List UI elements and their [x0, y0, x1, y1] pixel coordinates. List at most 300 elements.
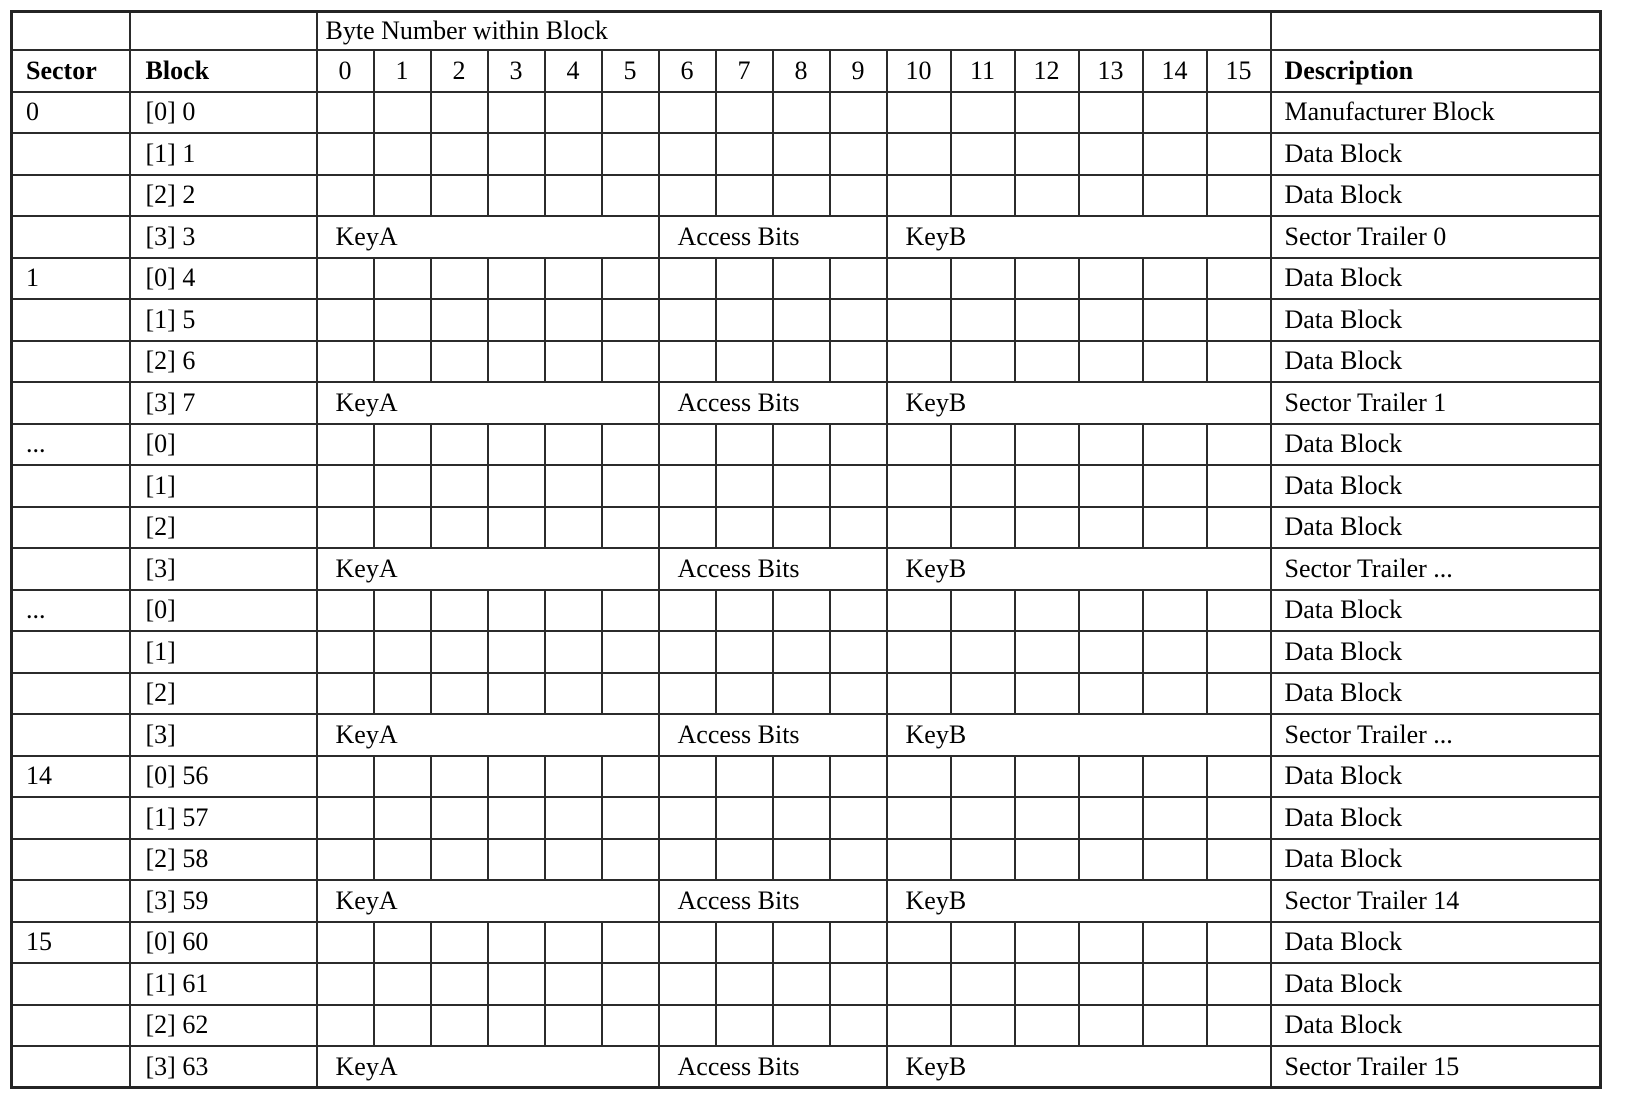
keyb-cell: KeyB — [887, 714, 1271, 756]
sector-cell — [12, 673, 130, 715]
block-cell: [3] — [130, 714, 317, 756]
description-cell: Sector Trailer 15 — [1271, 1046, 1601, 1088]
byte-cell — [1207, 258, 1271, 300]
byte-cell — [431, 673, 488, 715]
byte-cell — [659, 797, 716, 839]
byte-cell — [431, 465, 488, 507]
col-header-description: Description — [1271, 50, 1601, 92]
byte-cell — [545, 92, 602, 134]
col-header-byte-0: 0 — [317, 50, 374, 92]
byte-cell — [431, 631, 488, 673]
byte-cell — [488, 963, 545, 1005]
byte-cell — [830, 590, 887, 632]
byte-cell — [951, 175, 1015, 217]
byte-cell — [1079, 673, 1143, 715]
byte-cell — [830, 839, 887, 881]
sector-cell: 15 — [12, 922, 130, 964]
byte-cell — [374, 341, 431, 383]
byte-cell — [773, 258, 830, 300]
table-row — [12, 175, 1601, 217]
col-header-byte-6: 6 — [659, 50, 716, 92]
byte-cell — [887, 631, 951, 673]
byte-cell — [830, 1005, 887, 1047]
byte-cell — [773, 175, 830, 217]
byte-cell — [659, 1005, 716, 1047]
byte-cell — [887, 507, 951, 549]
byte-cell — [602, 631, 659, 673]
byte-cell — [602, 839, 659, 881]
byte-cell — [374, 424, 431, 466]
sector-cell — [12, 1046, 130, 1088]
byte-cell — [602, 92, 659, 134]
sector-cell — [12, 382, 130, 424]
description-cell: Data Block — [1271, 590, 1601, 632]
description-cell: Data Block — [1271, 133, 1601, 175]
block-cell: [1] — [130, 465, 317, 507]
byte-cell — [1207, 299, 1271, 341]
block-cell: [2] 6 — [130, 341, 317, 383]
byte-cell — [488, 922, 545, 964]
byte-cell — [488, 673, 545, 715]
byte-cell — [659, 963, 716, 1005]
byte-cell — [602, 258, 659, 300]
byte-cell — [716, 839, 773, 881]
byte-cell — [1143, 756, 1207, 798]
keyb-cell: KeyB — [887, 1046, 1271, 1088]
byte-cell — [1143, 341, 1207, 383]
access-bits-cell: Access Bits — [659, 382, 887, 424]
byte-cell — [773, 922, 830, 964]
sector-cell — [12, 299, 130, 341]
byte-cell — [431, 341, 488, 383]
byte-cell — [1015, 465, 1079, 507]
byte-cell — [716, 963, 773, 1005]
table-row — [12, 341, 1601, 383]
byte-cell — [830, 175, 887, 217]
block-cell: [0] 60 — [130, 922, 317, 964]
byte-cell — [1015, 92, 1079, 134]
sector-cell: 0 — [12, 92, 130, 134]
byte-cell — [951, 507, 1015, 549]
byte-cell — [951, 465, 1015, 507]
table-row — [12, 631, 1601, 673]
byte-cell — [951, 756, 1015, 798]
byte-cell — [659, 465, 716, 507]
byte-cell — [1015, 258, 1079, 300]
col-header-byte-11: 11 — [951, 50, 1015, 92]
byte-cell — [602, 590, 659, 632]
sector-cell: ... — [12, 424, 130, 466]
sector-cell — [12, 133, 130, 175]
byte-cell — [374, 673, 431, 715]
description-cell: Data Block — [1271, 258, 1601, 300]
byte-cell — [1079, 299, 1143, 341]
byte-cell — [431, 133, 488, 175]
sector-cell — [12, 797, 130, 839]
byte-cell — [1143, 590, 1207, 632]
byte-cell — [1015, 797, 1079, 839]
description-cell: Manufacturer Block — [1271, 92, 1601, 134]
table-row — [12, 756, 1601, 798]
sector-cell — [12, 631, 130, 673]
byte-cell — [659, 922, 716, 964]
byte-cell — [1207, 92, 1271, 134]
byte-cell — [716, 175, 773, 217]
table-row — [12, 673, 1601, 715]
byte-cell — [1015, 507, 1079, 549]
col-header-byte-8: 8 — [773, 50, 830, 92]
byte-cell — [374, 258, 431, 300]
byte-cell — [1143, 963, 1207, 1005]
byte-cell — [773, 133, 830, 175]
byte-cell — [1207, 133, 1271, 175]
byte-cell — [374, 133, 431, 175]
byte-cell — [545, 465, 602, 507]
description-cell: Sector Trailer 1 — [1271, 382, 1601, 424]
byte-cell — [887, 258, 951, 300]
column-header-row — [12, 50, 1601, 92]
sector-cell — [12, 880, 130, 922]
col-header-byte-1: 1 — [374, 50, 431, 92]
byte-cell — [773, 839, 830, 881]
byte-cell — [716, 673, 773, 715]
byte-cell — [317, 756, 374, 798]
byte-cell — [887, 839, 951, 881]
byte-cell — [1079, 258, 1143, 300]
byte-cell — [716, 922, 773, 964]
byte-cell — [887, 133, 951, 175]
byte-cell — [716, 507, 773, 549]
table-row — [12, 133, 1601, 175]
byte-cell — [1015, 631, 1079, 673]
byte-cell — [545, 424, 602, 466]
table-row — [12, 507, 1601, 549]
byte-cell — [374, 299, 431, 341]
byte-cell — [602, 963, 659, 1005]
byte-cell — [488, 92, 545, 134]
byte-cell — [1015, 590, 1079, 632]
col-header-sector: Sector — [12, 50, 130, 92]
byte-cell — [1079, 839, 1143, 881]
byte-cell — [1079, 341, 1143, 383]
byte-cell — [317, 839, 374, 881]
byte-cell — [374, 1005, 431, 1047]
byte-cell — [716, 590, 773, 632]
byte-cell — [951, 1005, 1015, 1047]
table-row — [12, 963, 1601, 1005]
byte-cell — [545, 258, 602, 300]
byte-cell — [545, 922, 602, 964]
byte-cell — [374, 465, 431, 507]
byte-cell — [488, 756, 545, 798]
byte-cell — [887, 1005, 951, 1047]
byte-cell — [317, 673, 374, 715]
col-header-byte-4: 4 — [545, 50, 602, 92]
byte-cell — [830, 92, 887, 134]
description-cell: Data Block — [1271, 922, 1601, 964]
byte-cell — [374, 631, 431, 673]
byte-cell — [716, 797, 773, 839]
byte-cell — [1079, 756, 1143, 798]
description-cell: Data Block — [1271, 797, 1601, 839]
byte-group-header-row — [12, 12, 1601, 50]
byte-cell — [830, 507, 887, 549]
byte-cell — [488, 797, 545, 839]
byte-cell — [659, 756, 716, 798]
table-row — [12, 922, 1601, 964]
byte-cell — [830, 258, 887, 300]
byte-cell — [1207, 963, 1271, 1005]
byte-cell — [1143, 922, 1207, 964]
sector-cell — [12, 1005, 130, 1047]
byte-cell — [317, 590, 374, 632]
sector-cell — [12, 341, 130, 383]
byte-cell — [317, 341, 374, 383]
byte-cell — [602, 922, 659, 964]
byte-cell — [830, 341, 887, 383]
byte-cell — [1143, 465, 1207, 507]
byte-cell — [716, 258, 773, 300]
memory-layout-table — [10, 10, 1602, 1089]
description-cell: Data Block — [1271, 175, 1601, 217]
byte-cell — [773, 424, 830, 466]
byte-cell — [1207, 797, 1271, 839]
byte-cell — [374, 507, 431, 549]
byte-cell — [773, 1005, 830, 1047]
byte-cell — [773, 341, 830, 383]
sector-cell — [12, 548, 130, 590]
byte-cell — [773, 797, 830, 839]
byte-cell — [773, 299, 830, 341]
byte-cell — [716, 465, 773, 507]
byte-cell — [431, 839, 488, 881]
byte-cell — [317, 922, 374, 964]
description-cell: Data Block — [1271, 299, 1601, 341]
byte-cell — [951, 839, 1015, 881]
byte-cell — [545, 631, 602, 673]
byte-cell — [951, 590, 1015, 632]
byte-cell — [951, 133, 1015, 175]
byte-cell — [317, 465, 374, 507]
byte-cell — [659, 631, 716, 673]
table-row — [12, 590, 1601, 632]
table-row — [12, 382, 1601, 424]
table-row — [12, 299, 1601, 341]
table-row — [12, 1005, 1601, 1047]
byte-cell — [773, 756, 830, 798]
byte-cell — [659, 133, 716, 175]
byte-cell — [1143, 424, 1207, 466]
byte-cell — [317, 175, 374, 217]
keya-cell: KeyA — [317, 548, 659, 590]
byte-cell — [659, 424, 716, 466]
byte-cell — [602, 673, 659, 715]
keya-cell: KeyA — [317, 714, 659, 756]
byte-cell — [659, 590, 716, 632]
byte-cell — [1207, 465, 1271, 507]
byte-cell — [488, 839, 545, 881]
byte-cell — [1079, 507, 1143, 549]
table-row — [12, 839, 1601, 881]
byte-cell — [431, 590, 488, 632]
byte-cell — [317, 631, 374, 673]
byte-cell — [545, 299, 602, 341]
sector-cell: ... — [12, 590, 130, 632]
byte-cell — [659, 839, 716, 881]
byte-cell — [716, 424, 773, 466]
table-row — [12, 465, 1601, 507]
byte-cell — [887, 590, 951, 632]
col-header-byte-10: 10 — [887, 50, 951, 92]
block-cell: [1] 1 — [130, 133, 317, 175]
description-cell: Sector Trailer ... — [1271, 548, 1601, 590]
col-header-byte-2: 2 — [431, 50, 488, 92]
byte-cell — [602, 424, 659, 466]
byte-cell — [545, 175, 602, 217]
description-cell: Data Block — [1271, 465, 1601, 507]
description-header-spacer — [1271, 12, 1601, 50]
block-cell: [0] 4 — [130, 258, 317, 300]
byte-cell — [1079, 1005, 1143, 1047]
keya-cell: KeyA — [317, 880, 659, 922]
byte-cell — [716, 756, 773, 798]
byte-cell — [1079, 797, 1143, 839]
byte-cell — [951, 673, 1015, 715]
byte-cell — [602, 299, 659, 341]
byte-cell — [830, 465, 887, 507]
byte-cell — [1015, 1005, 1079, 1047]
byte-cell — [659, 507, 716, 549]
byte-cell — [887, 797, 951, 839]
byte-cell — [374, 175, 431, 217]
sector-cell: 1 — [12, 258, 130, 300]
byte-cell — [716, 1005, 773, 1047]
description-cell: Data Block — [1271, 631, 1601, 673]
byte-cell — [1143, 258, 1207, 300]
byte-cell — [1079, 465, 1143, 507]
byte-cell — [951, 424, 1015, 466]
byte-cell — [374, 839, 431, 881]
byte-cell — [602, 1005, 659, 1047]
byte-cell — [1207, 424, 1271, 466]
byte-cell — [887, 299, 951, 341]
byte-cell — [374, 590, 431, 632]
byte-cell — [951, 922, 1015, 964]
byte-cell — [951, 797, 1015, 839]
byte-cell — [1207, 922, 1271, 964]
byte-cell — [659, 175, 716, 217]
byte-cell — [431, 1005, 488, 1047]
keyb-cell: KeyB — [887, 382, 1271, 424]
byte-cell — [488, 258, 545, 300]
col-header-byte-15: 15 — [1207, 50, 1271, 92]
byte-cell — [773, 590, 830, 632]
table-row — [12, 880, 1601, 922]
byte-cell — [773, 963, 830, 1005]
table-body — [12, 92, 1601, 1088]
block-cell: [3] 7 — [130, 382, 317, 424]
access-bits-cell: Access Bits — [659, 216, 887, 258]
byte-cell — [951, 258, 1015, 300]
byte-cell — [773, 92, 830, 134]
access-bits-cell: Access Bits — [659, 548, 887, 590]
table-row — [12, 216, 1601, 258]
keya-cell: KeyA — [317, 1046, 659, 1088]
byte-cell — [317, 963, 374, 1005]
byte-cell — [887, 922, 951, 964]
sector-cell — [12, 216, 130, 258]
byte-cell — [1015, 963, 1079, 1005]
byte-cell — [431, 258, 488, 300]
col-header-byte-5: 5 — [602, 50, 659, 92]
byte-cell — [887, 465, 951, 507]
byte-cell — [1207, 341, 1271, 383]
description-cell: Sector Trailer 14 — [1271, 880, 1601, 922]
col-header-byte-13: 13 — [1079, 50, 1143, 92]
sector-cell — [12, 963, 130, 1005]
byte-cell — [1015, 673, 1079, 715]
byte-cell — [887, 424, 951, 466]
byte-cell — [659, 92, 716, 134]
byte-cell — [374, 92, 431, 134]
byte-cell — [830, 797, 887, 839]
keyb-cell: KeyB — [887, 216, 1271, 258]
byte-cell — [545, 756, 602, 798]
table-row — [12, 424, 1601, 466]
byte-cell — [488, 465, 545, 507]
byte-cell — [431, 299, 488, 341]
byte-cell — [545, 590, 602, 632]
byte-cell — [1079, 963, 1143, 1005]
byte-cell — [431, 797, 488, 839]
block-cell: [1] — [130, 631, 317, 673]
byte-cell — [545, 839, 602, 881]
byte-cell — [1143, 507, 1207, 549]
byte-cell — [1143, 175, 1207, 217]
byte-cell — [602, 797, 659, 839]
byte-cell — [951, 341, 1015, 383]
byte-cell — [1207, 1005, 1271, 1047]
access-bits-cell: Access Bits — [659, 880, 887, 922]
byte-cell — [887, 341, 951, 383]
sector-header-spacer — [12, 12, 130, 50]
block-cell: [1] 57 — [130, 797, 317, 839]
sector-cell: 14 — [12, 756, 130, 798]
block-cell: [2] — [130, 673, 317, 715]
byte-cell — [951, 631, 1015, 673]
col-header-byte-12: 12 — [1015, 50, 1079, 92]
description-cell: Data Block — [1271, 424, 1601, 466]
byte-cell — [1207, 175, 1271, 217]
byte-cell — [1207, 631, 1271, 673]
byte-cell — [317, 424, 374, 466]
byte-cell — [887, 756, 951, 798]
byte-cell — [488, 133, 545, 175]
byte-cell — [431, 92, 488, 134]
byte-cell — [317, 507, 374, 549]
byte-cell — [1079, 92, 1143, 134]
byte-cell — [659, 341, 716, 383]
byte-cell — [602, 175, 659, 217]
keyb-cell: KeyB — [887, 880, 1271, 922]
byte-cell — [659, 673, 716, 715]
block-cell: [2] — [130, 507, 317, 549]
access-bits-cell: Access Bits — [659, 1046, 887, 1088]
byte-cell — [488, 1005, 545, 1047]
byte-cell — [488, 424, 545, 466]
byte-cell — [887, 673, 951, 715]
description-cell: Data Block — [1271, 839, 1601, 881]
